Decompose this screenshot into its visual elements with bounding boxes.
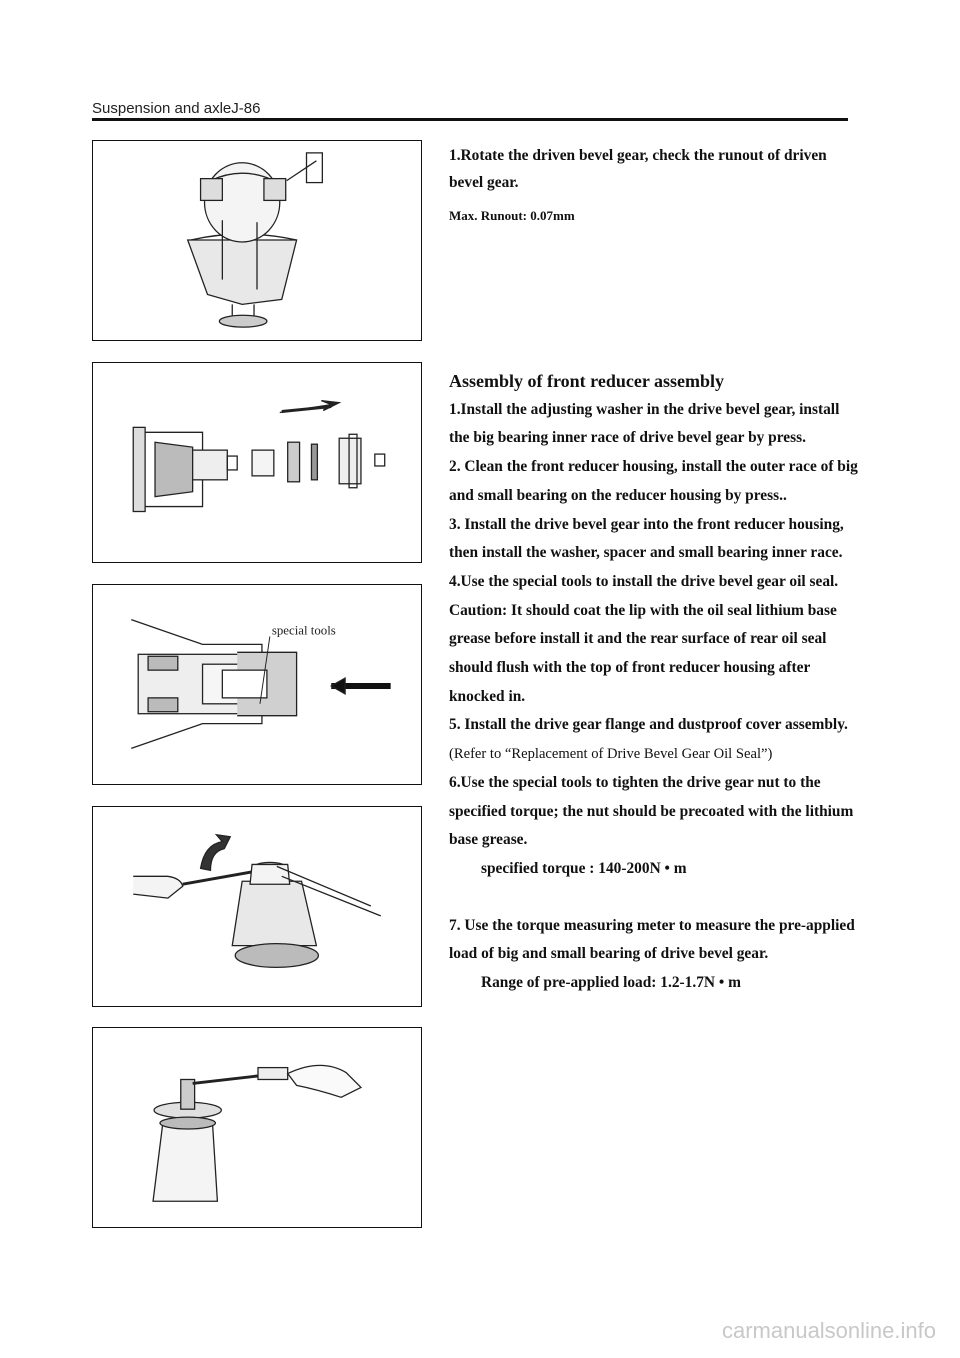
- header-rule: [92, 118, 848, 121]
- figure-tighten-nut: [92, 806, 422, 1007]
- figure-bevel-gear-runout: [92, 140, 422, 341]
- torque-meter-illustration: [93, 1028, 421, 1227]
- exploded-gear-illustration: [93, 363, 421, 562]
- special-tools-label: special tools: [271, 623, 336, 638]
- watermark: carmanualsonline.info: [721, 1318, 936, 1343]
- runout-step-text: 1.Rotate the driven bevel gear, check the runout of driven bevel gear.: [449, 147, 827, 191]
- assembly-step-7: 7. Use the torque measuring meter to measure the pre-applied load of big and small bearing of drive bevel gear.: [449, 916, 855, 963]
- caution-text: Caution: It should coat the lip with the oil seal lithium base grease before install it and the rear surface of rear oil seal should flush with the top of front reducer housing after knocked in.: [449, 601, 837, 705]
- assembly-step-4: 4.Use the special tools to install the drive bevel gear oil seal.: [449, 572, 839, 590]
- figure-oil-seal-install: [92, 584, 422, 785]
- assembly-step-2: 2. Clean the front reducer housing, install the outer race of big and small bearing on the reducer housing by press..: [449, 458, 858, 504]
- assembly-step-6: 6.Use the special tools to tighten the drive gear nut to the specified torque; the nut should be precoated with the lithium base grease.: [449, 773, 854, 849]
- step-runout-block: [449, 142, 859, 229]
- section-title: Assembly of front reducer assembly: [449, 371, 724, 391]
- differential-illustration: [93, 141, 421, 340]
- assembly-step-5-reference: (Refer to “Replacement of Drive Bevel Gear Oil Seal”): [449, 746, 773, 763]
- assembly-step-1: 1.Install the adjusting washer in the drive bevel gear, install the big bearing inner race of drive bevel gear by press.: [449, 400, 840, 447]
- oil-seal-illustration: [93, 585, 421, 784]
- figure-exploded-bevel-gear: [92, 362, 422, 563]
- assembly-section: [449, 367, 859, 998]
- runout-spec: Max. Runout: 0.07mm: [449, 208, 575, 223]
- preload-range: Range of pre-applied load: 1.2-1.7N • m: [481, 974, 741, 992]
- page-header: Suspension and axleJ-86: [92, 100, 261, 117]
- assembly-step-3: 3. Install the drive bevel gear into the front reducer housing, then install the washer, spacer and small bearing inner race.: [449, 515, 844, 562]
- figure-torque-meter: [92, 1027, 422, 1228]
- assembly-step-5: 5. Install the drive gear flange and dustproof cover assembly.: [449, 716, 848, 734]
- specified-torque: specified torque : 140-200N • m: [481, 859, 687, 877]
- tighten-nut-illustration: [93, 807, 421, 1006]
